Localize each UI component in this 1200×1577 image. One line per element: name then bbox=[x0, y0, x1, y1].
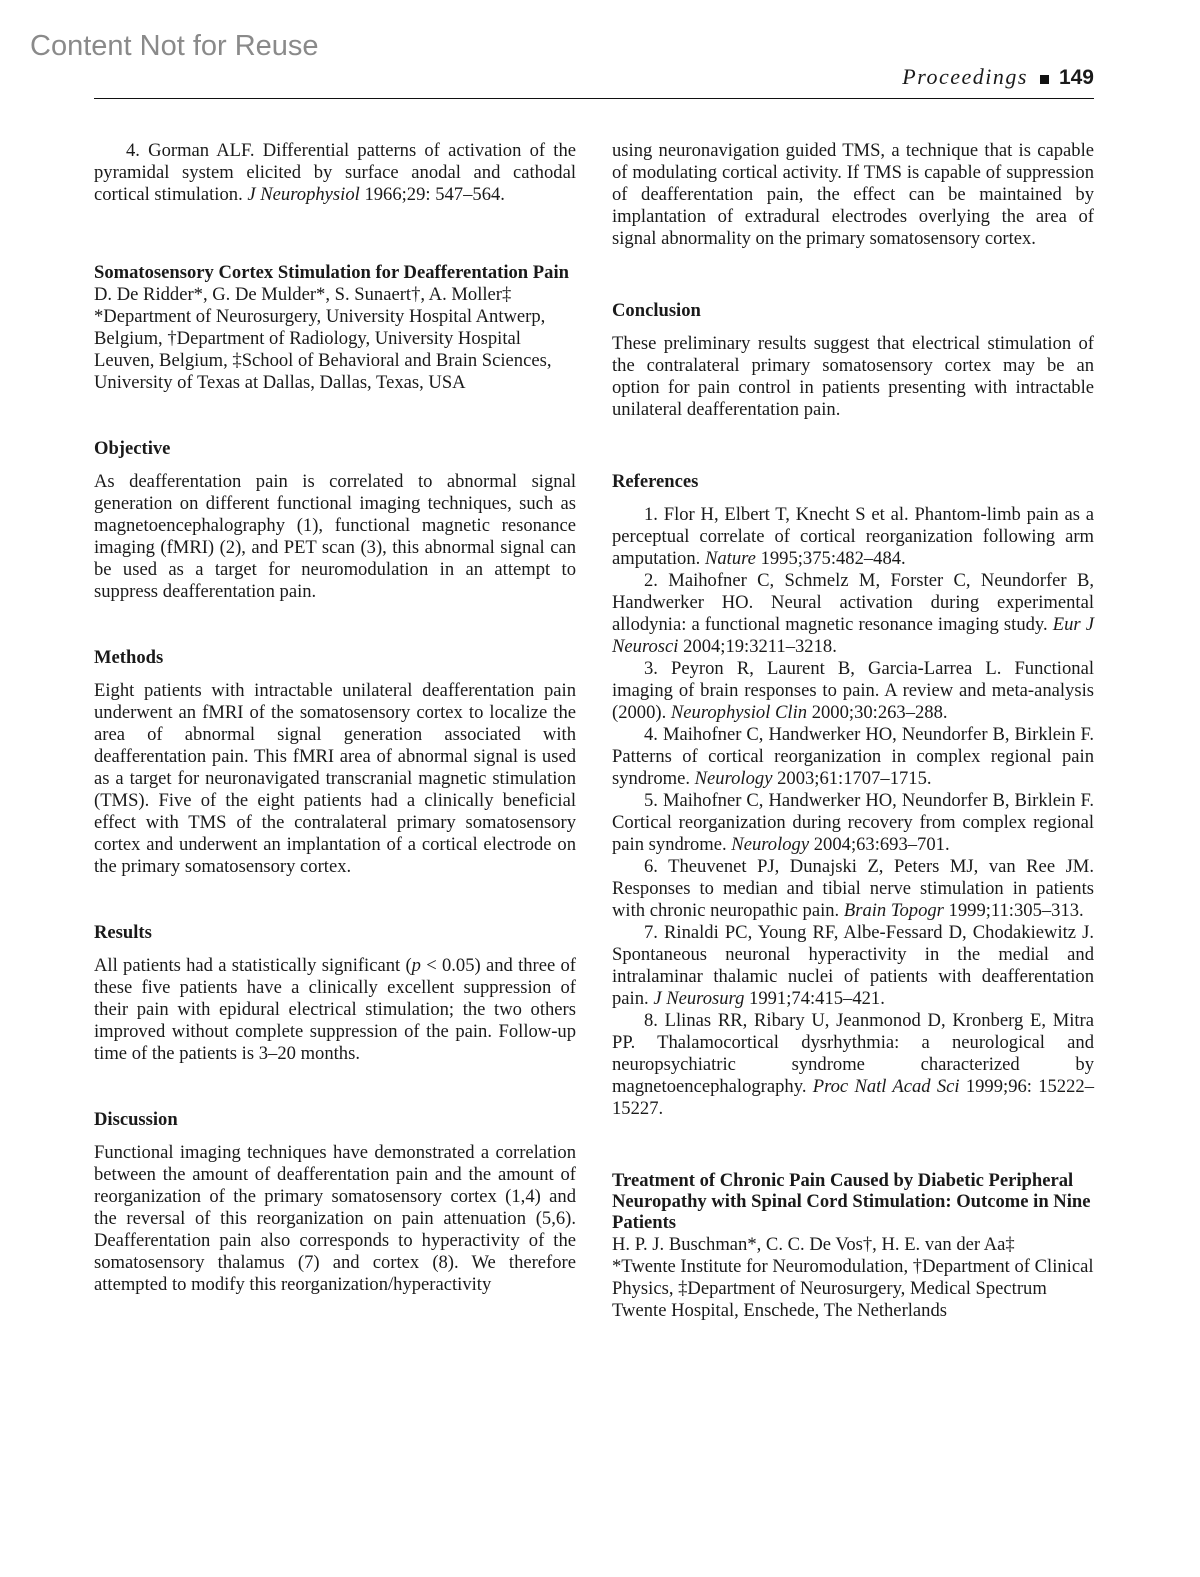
conclusion-text: These preliminary results suggest that electrical stimulation of the contralateral primary somatosensory cortex may be an option for pain control in patients presenting with intractable unilateral deafferentation pain. bbox=[612, 333, 1094, 420]
running-head bbox=[94, 64, 1094, 99]
discussion-heading: Discussion bbox=[94, 1109, 178, 1130]
references-heading: References bbox=[612, 471, 699, 492]
reference-item: 6. Theuvenet PJ, Dunajski Z, Peters MJ, van Ree JM. Responses to median and tibial nerve stimulation in patients with chronic neuropathic pain. Brain Topogr 1999;11:305–313. bbox=[612, 856, 1094, 921]
reference-item: 8. Llinas RR, Ribary U, Jeanmonod D, Kronberg E, Mitra PP. Thalamocortical dysrhythmia: a neurological and neuropsychiatric syndrome characterized by magnetoencephalography. Proc Natl Acad Sci 1999;96: 15222–15227. bbox=[612, 1010, 1094, 1119]
objective-heading: Objective bbox=[94, 438, 171, 459]
conclusion-heading: Conclusion bbox=[612, 300, 701, 321]
results-heading: Results bbox=[94, 922, 152, 943]
article-affiliations: *Department of Neurosurgery, University Hospital Antwerp, Belgium, †Department of Radiology, University Hospital Leuven, Belgium, ‡School of Behavioral and Brain Sciences, University of Texas at Dallas, Dallas, Texas, USA bbox=[94, 306, 552, 393]
discussion-text: Functional imaging techniques have demonstrated a correlation between the amount of deafferentation pain and the amount of reorganization of the primary somatosensory cortex (1,4) and the reversal of this reorganization on pain attenuation (5,6). Deafferentation pain also corresponds to hyperactivity of the somatosensory thalamus (7) and cortex (8). We therefore attempted to modify this reorganization/hyperactivity bbox=[94, 1142, 576, 1295]
next-article-affiliations: *Twente Institute for Neuromodulation, †Department of Clinical Physics, ‡Department of Neurosurgery, Medical Spectrum Twente Hospital, Enschede, The Netherlands bbox=[612, 1256, 1094, 1321]
reference-list bbox=[612, 504, 1094, 1120]
reference-4-continued: 4. Gorman ALF. Differential patterns of activation of the pyramidal system elicited by surface anodal and cathodal cortical stimulation. J Neurophysiol 1966;29: 547–564. bbox=[94, 140, 576, 205]
page-number: 149 bbox=[1058, 66, 1094, 89]
reference-item: 5. Maihofner C, Handwerker HO, Neundorfer B, Birklein F. Cortical reorganization during recovery from complex regional pain syndrome. Neurology 2004;63:693–701. bbox=[612, 790, 1094, 855]
reference-item: 7. Rinaldi PC, Young RF, Albe-Fessard D, Chodakiewitz J. Spontaneous neuronal hyperactivity in the medial and intralaminar thalamic nuclei of patients with deafferentation pain. J Neurosurg 1991;74:415–421. bbox=[612, 922, 1094, 1009]
article-authors: D. De Ridder*, G. De Mulder*, S. Sunaert†, A. Moller‡ bbox=[94, 284, 512, 305]
watermark: Content Not for Reuse bbox=[30, 30, 319, 62]
right-column bbox=[612, 140, 1094, 1322]
square-bullet-icon bbox=[1040, 75, 1049, 84]
discussion-text-continued: using neuronavigation guided TMS, a technique that is capable of modulating cortical activity. If TMS is capable of suppression of deafferentation pain, the effect can be maintained by implantation of extradural electrodes overlying the area of signal abnormality on the primary somatosensory cortex. bbox=[612, 140, 1094, 249]
reference-item: 1. Flor H, Elbert T, Knecht S et al. Phantom-limb pain as a perceptual correlate of cortical reorganization following arm amputation. Nature 1995;375:482–484. bbox=[612, 504, 1094, 569]
article-title: Somatosensory Cortex Stimulation for Deafferentation Pain bbox=[94, 262, 569, 283]
results-text: All patients had a statistically significant (p < 0.05) and three of these five patients have a clinically excellent suppression of their pain with epidural electrical stimulation; the two others improved without complete suppression of the pain. Follow-up time of the patients is 3–20 months. bbox=[94, 955, 576, 1064]
left-column bbox=[94, 140, 576, 1296]
methods-text: Eight patients with intractable unilateral deafferentation pain underwent an fMRI of the somatosensory cortex to localize the area of abnormal signal generation associated with deafferentation pain. This fMRI area of abnormal signal is used as a target for neuronavigated transcranial magnetic stimulation (TMS). Five of the eight patients had a clinically beneficial effect with TMS of the contralateral primary somatosensory cortex and underwent an implantation of a cortical electrode on the primary somatosensory cortex. bbox=[94, 680, 576, 877]
reference-item: 3. Peyron R, Laurent B, Garcia-Larrea L. Functional imaging of brain responses to pain. A review and meta-analysis (2000). Neurophysiol Clin 2000;30:263–288. bbox=[612, 658, 1094, 723]
running-head-title: Proceedings bbox=[902, 64, 1028, 89]
next-article-authors: H. P. J. Buschman*, C. C. De Vos†, H. E. van der Aa‡ bbox=[612, 1234, 1015, 1255]
methods-heading: Methods bbox=[94, 647, 164, 668]
reference-item: 2. Maihofner C, Schmelz M, Forster C, Neundorfer B, Handwerker HO. Neural activation during experimental allodynia: a functional magnetic resonance imaging study. Eur J Neurosci 2004;19:3211–3218. bbox=[612, 570, 1094, 657]
objective-text: As deafferentation pain is correlated to abnormal signal generation on different functional imaging techniques, such as magnetoencephalography (1), functional magnetic resonance imaging (fMRI) (2), and PET scan (3), this abnormal signal can be used as a target for neuromodulation in an attempt to suppress deafferentation pain. bbox=[94, 471, 576, 602]
reference-item: 4. Maihofner C, Handwerker HO, Neundorfer B, Birklein F. Patterns of cortical reorganization in complex regional pain syndrome. Neurology 2003;61:1707–1715. bbox=[612, 724, 1094, 789]
next-article-title: Treatment of Chronic Pain Caused by Diabetic Peripheral Neuropathy with Spinal Cord Stimulation: Outcome in Nine Patients bbox=[612, 1170, 1091, 1233]
